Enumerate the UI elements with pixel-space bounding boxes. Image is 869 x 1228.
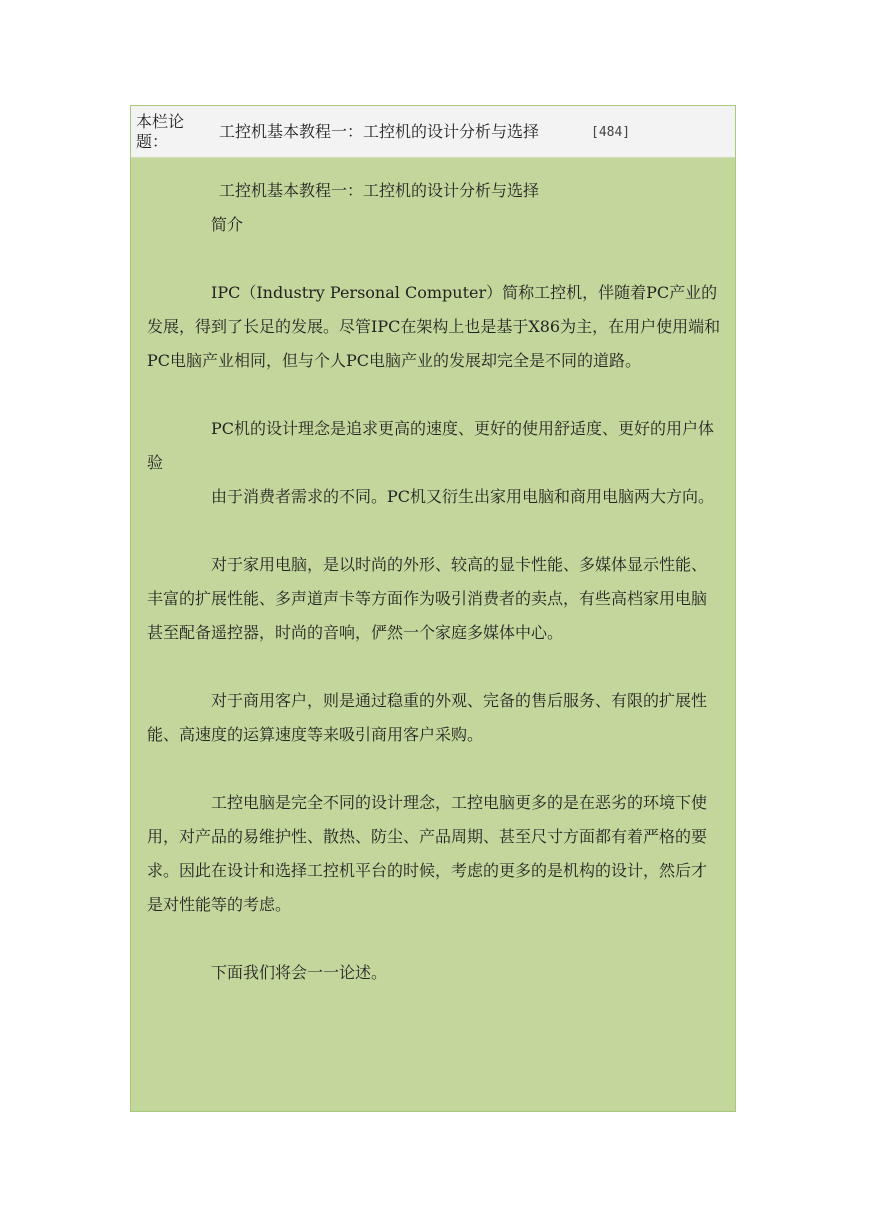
article-title: 工控机基本教程一：工控机的设计分析与选择 — [219, 181, 540, 200]
spacer — [147, 922, 721, 956]
topic-header — [131, 106, 735, 158]
paragraph-5: 对于商用客户，则是通过稳重的外观、完备的售后服务、有限的扩展性能、高速度的运算速度等来吸引商用客户采购。 — [147, 691, 708, 744]
paragraph-2: PC机的设计理念是追求更高的速度、更好的使用舒适度、更好的用户体验 — [147, 419, 715, 472]
topic-panel — [130, 105, 736, 1112]
spacer — [147, 650, 721, 684]
spacer — [147, 242, 721, 276]
article-body — [147, 174, 721, 990]
paragraph-6: 工控电脑是完全不同的设计理念，工控电脑更多的是在恶劣的环境下使用，对产品的易维护性、散热、防尘、产品周期、甚至尺寸方面都有着严格的要求。因此在设计和选择工控机平台的时候，考虑的更多的是机构的设计，然后才是对性能等的考虑。 — [147, 793, 708, 914]
view-count: [484] — [591, 125, 631, 140]
paragraph-3: 由于消费者需求的不同。PC机又衍生出家用电脑和商用电脑两大方向。 — [211, 487, 715, 506]
paragraph-1: IPC（Industry Personal Computer）简称工控机，伴随着PC产业的发展，得到了长足的发展。尽管IPC在架构上也是基于X86为主，在用户使用端和PC电脑产业相同，但与个人PC电脑产业的发展却完全是不同的道路。 — [147, 283, 721, 370]
paragraph-4: 对于家用电脑，是以时尚的外形、较高的显卡性能、多媒体显示性能、丰富的扩展性能、多声道声卡等方面作为吸引消费者的卖点，有些高档家用电脑甚至配备遥控器，时尚的音响，俨然一个家庭多媒体中心。 — [147, 555, 708, 642]
intro-heading: 简介 — [211, 215, 244, 234]
topic-label: 本栏论题： — [136, 112, 185, 151]
spacer — [147, 752, 721, 786]
paragraph-7: 下面我们将会一一论述。 — [211, 963, 388, 982]
spacer — [147, 514, 721, 548]
spacer — [147, 378, 721, 412]
topic-title-link[interactable]: 工控机基本教程一：工控机的设计分析与选择 — [219, 122, 540, 141]
